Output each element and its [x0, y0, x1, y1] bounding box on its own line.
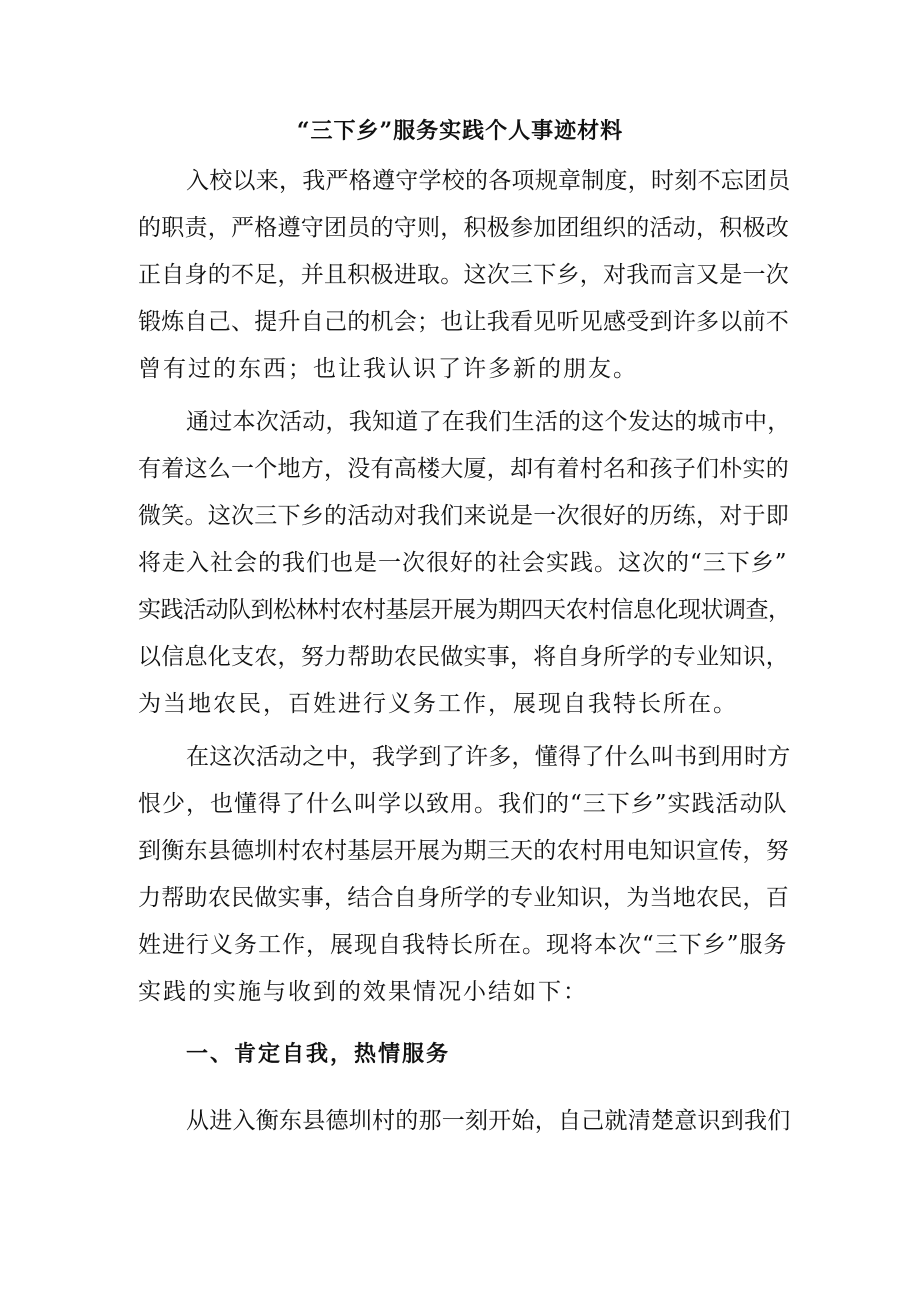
document-title: “三下乡”服务实践个人事迹材料	[296, 118, 624, 144]
paragraph-line: 通过本次活动，我知道了在我们生活的这个发达的城市中，	[186, 409, 791, 435]
paragraph-line: 力帮助农民做实事，结合自身所学的专业知识，为当地农民，百	[138, 885, 789, 911]
paragraph-line: 的职责，严格遵守团员的守则，积极参加团组织的活动，积极改	[138, 215, 789, 241]
paragraph-line: 为当地农民，百姓进行义务工作，展现自我特长所在。	[138, 691, 738, 717]
paragraph-line: 有着这么一个地方，没有高楼大厦，却有着村名和孩子们朴实的	[138, 456, 789, 482]
paragraph-line: 到衡东县德圳村农村基层开展为期三天的农村用电知识宣传，努	[138, 838, 789, 864]
paragraph-line: 锻炼自己、提升自己的机会；也让我看见听见感受到许多以前不	[138, 309, 789, 335]
paragraph-line: 在这次活动之中，我学到了许多，懂得了什么叫书到用时方	[186, 744, 791, 770]
paragraph-line: 正自身的不足，并且积极进取。这次三下乡，对我而言又是一次	[138, 262, 789, 288]
paragraph-line: 曾有过的东西；也让我认识了许多新的朋友。	[138, 356, 638, 382]
paragraph-line: 姓进行义务工作，展现自我特长所在。现将本次“三下乡”服务	[138, 932, 788, 958]
paragraph-line: 从进入衡东县德圳村的那一刻开始，自己就清楚意识到我们	[186, 1108, 791, 1134]
paragraph-line: 将走入社会的我们也是一次很好的社会实践。这次的“三下乡”	[138, 550, 788, 576]
paragraph-line: 入校以来，我严格遵守学校的各项规章制度，时刻不忘团员	[186, 168, 791, 194]
paragraph-line: 实践的实施与收到的效果情况小结如下：	[138, 979, 588, 1005]
paragraph-line: 以信息化支农，努力帮助农民做实事，将自身所学的专业知识，	[138, 644, 789, 670]
section-heading: 一、肯定自我，热情服务	[186, 1041, 451, 1067]
paragraph-line: 恨少，也懂得了什么叫学以致用。我们的“三下乡”实践活动队	[138, 791, 788, 817]
paragraph-line: 微笑。这次三下乡的活动对我们来说是一次很好的历练，对于即	[138, 503, 789, 529]
paragraph-line: 实践活动队到松林村农村基层开展为期四天农村信息化现状调查，	[138, 597, 791, 623]
